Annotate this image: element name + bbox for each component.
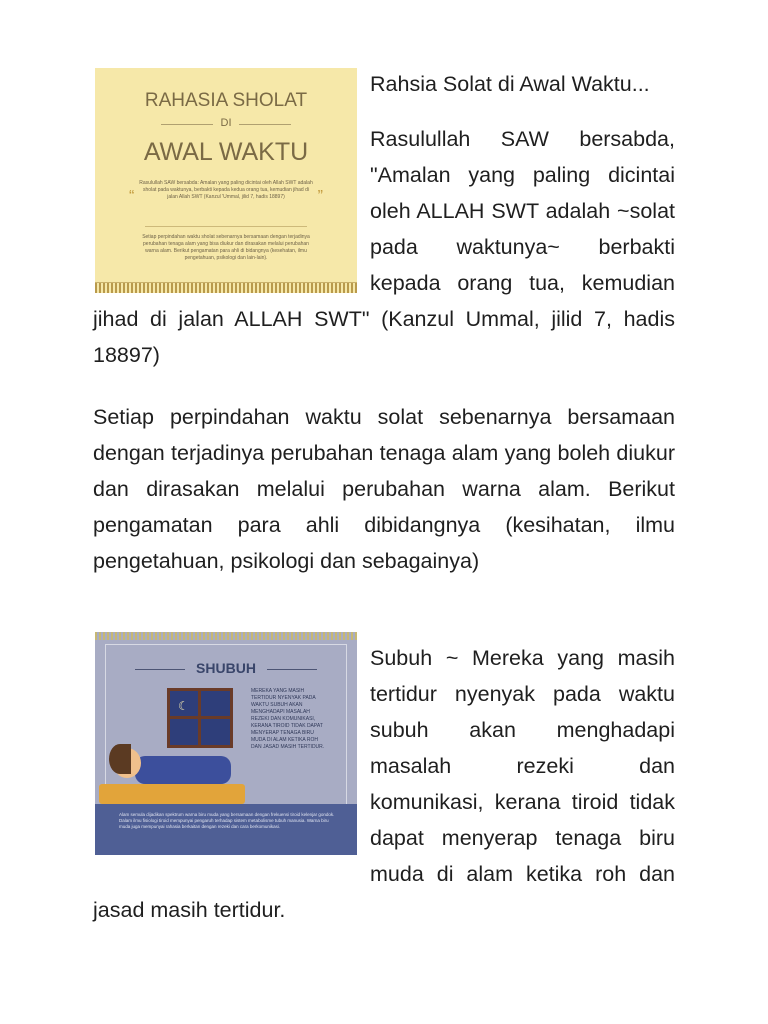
sleeping-person-hair xyxy=(109,744,131,774)
moon-icon: ☾ xyxy=(178,699,189,713)
divider-right xyxy=(267,669,317,670)
infographic-shubuh xyxy=(95,632,357,855)
infographic-card xyxy=(95,632,357,855)
sleeping-person-body xyxy=(135,756,231,784)
infographic-title: SHUBUH xyxy=(196,660,256,676)
infographic-note: Setiap perpindahan waktu sholat sebenarnya bersamaan dengan terjadinya perubahan tenaga alam yang bisa diukur dan dirasakan melalui perubahan warna alam. Berikut pengamatan para ahli di bidangnya (kesehatan, ilmu pengetahuan, psikologi dan lain-lain). xyxy=(142,234,310,261)
section-subuh xyxy=(93,640,675,928)
infographic-side-text: MEREKA YANG MASIH TERTIDUR NYENYAK PADA WAKTU SUBUH AKAN MENGHADAPI MASALAH REZEKI DAN KOMUNIKASI, KERANA TIROID TIDAK DAPAT MENYERAP TENAGA BIRU MUDA DI ALAM KETIKA ROH DAN JASAD MASIH TERTIDUR. xyxy=(251,688,325,750)
section-sholat-awal-waktu xyxy=(93,66,675,373)
infographic-title-line2: AWAL WAKTU xyxy=(143,138,309,166)
infographic-title-di: DI xyxy=(220,117,232,129)
bed-illustration xyxy=(99,784,245,804)
intro-paragraph: Setiap perpindahan waktu solat sebenarnya bersamaan dengan terjadinya perubahan tenaga alam yang boleh diukur dan dirasakan melalui perubahan warna alam. Berikut pengamatan para ahli dibidangnya (kesihatan, ilmu pengetahuan, psikologi dan sebagainya) xyxy=(93,405,675,573)
open-quote-icon: “ xyxy=(129,188,135,205)
infographic-divider xyxy=(145,226,307,227)
infographic-quote: Rasulullah SAW bersabda: Amalan yang paling dicintai oleh Allah SWT adalah sholat pada waktunya, berbakti kepada kedua orang tua, kemudian jihad di jalan Allah SWT (Kanzul 'Ummal, jilid 7, hadis 18897) xyxy=(139,180,313,200)
infographic-title-line1: RAHASIA SHOLAT xyxy=(144,90,308,111)
fringe-border xyxy=(95,632,357,640)
divider-right xyxy=(239,124,291,125)
hadith-paragraph: Rasulullah SAW bersabda, "Amalan yang paling dicintai oleh ALLAH SWT adalah ~solat pada waktunya~ berbakti kepada orang tua, kemudian jihad di jalan ALLAH SWT" (Kanzul Ummal, jilid 7, hadis 18897) xyxy=(93,127,675,367)
infographic-rahasia-sholat xyxy=(95,68,357,293)
close-quote-icon: ” xyxy=(317,188,323,205)
fringe-border xyxy=(95,283,357,293)
section-heading: Rahsia Solat di Awal Waktu... xyxy=(370,72,650,96)
infographic-card xyxy=(95,68,357,293)
window-frame-horizontal xyxy=(170,716,230,719)
section-intro xyxy=(93,399,675,579)
infographic-footer-text: Alam semula dijadikan spektrum warna biru muda yang bersamaan dengan frekuensi tiroid kelenjar gondok. Dalam ilmu fisiologi tiroid mempunyai pengaruh terhadap sistem metabolisme tubuh manusia. Warna biru muda juga mempunyai rahasia berkaitan dengan rezeki dan cara berkomunikasi. xyxy=(119,812,335,829)
subuh-paragraph: Subuh ~ Mereka yang masih tertidur nyenyak pada waktu subuh akan menghadapi masalah rezeki dan komunikasi, kerana tiroid tidak dapat menyerap tenaga biru muda di alam ketika roh dan jasad masih tertidur. xyxy=(93,646,675,922)
window-illustration xyxy=(167,688,233,748)
